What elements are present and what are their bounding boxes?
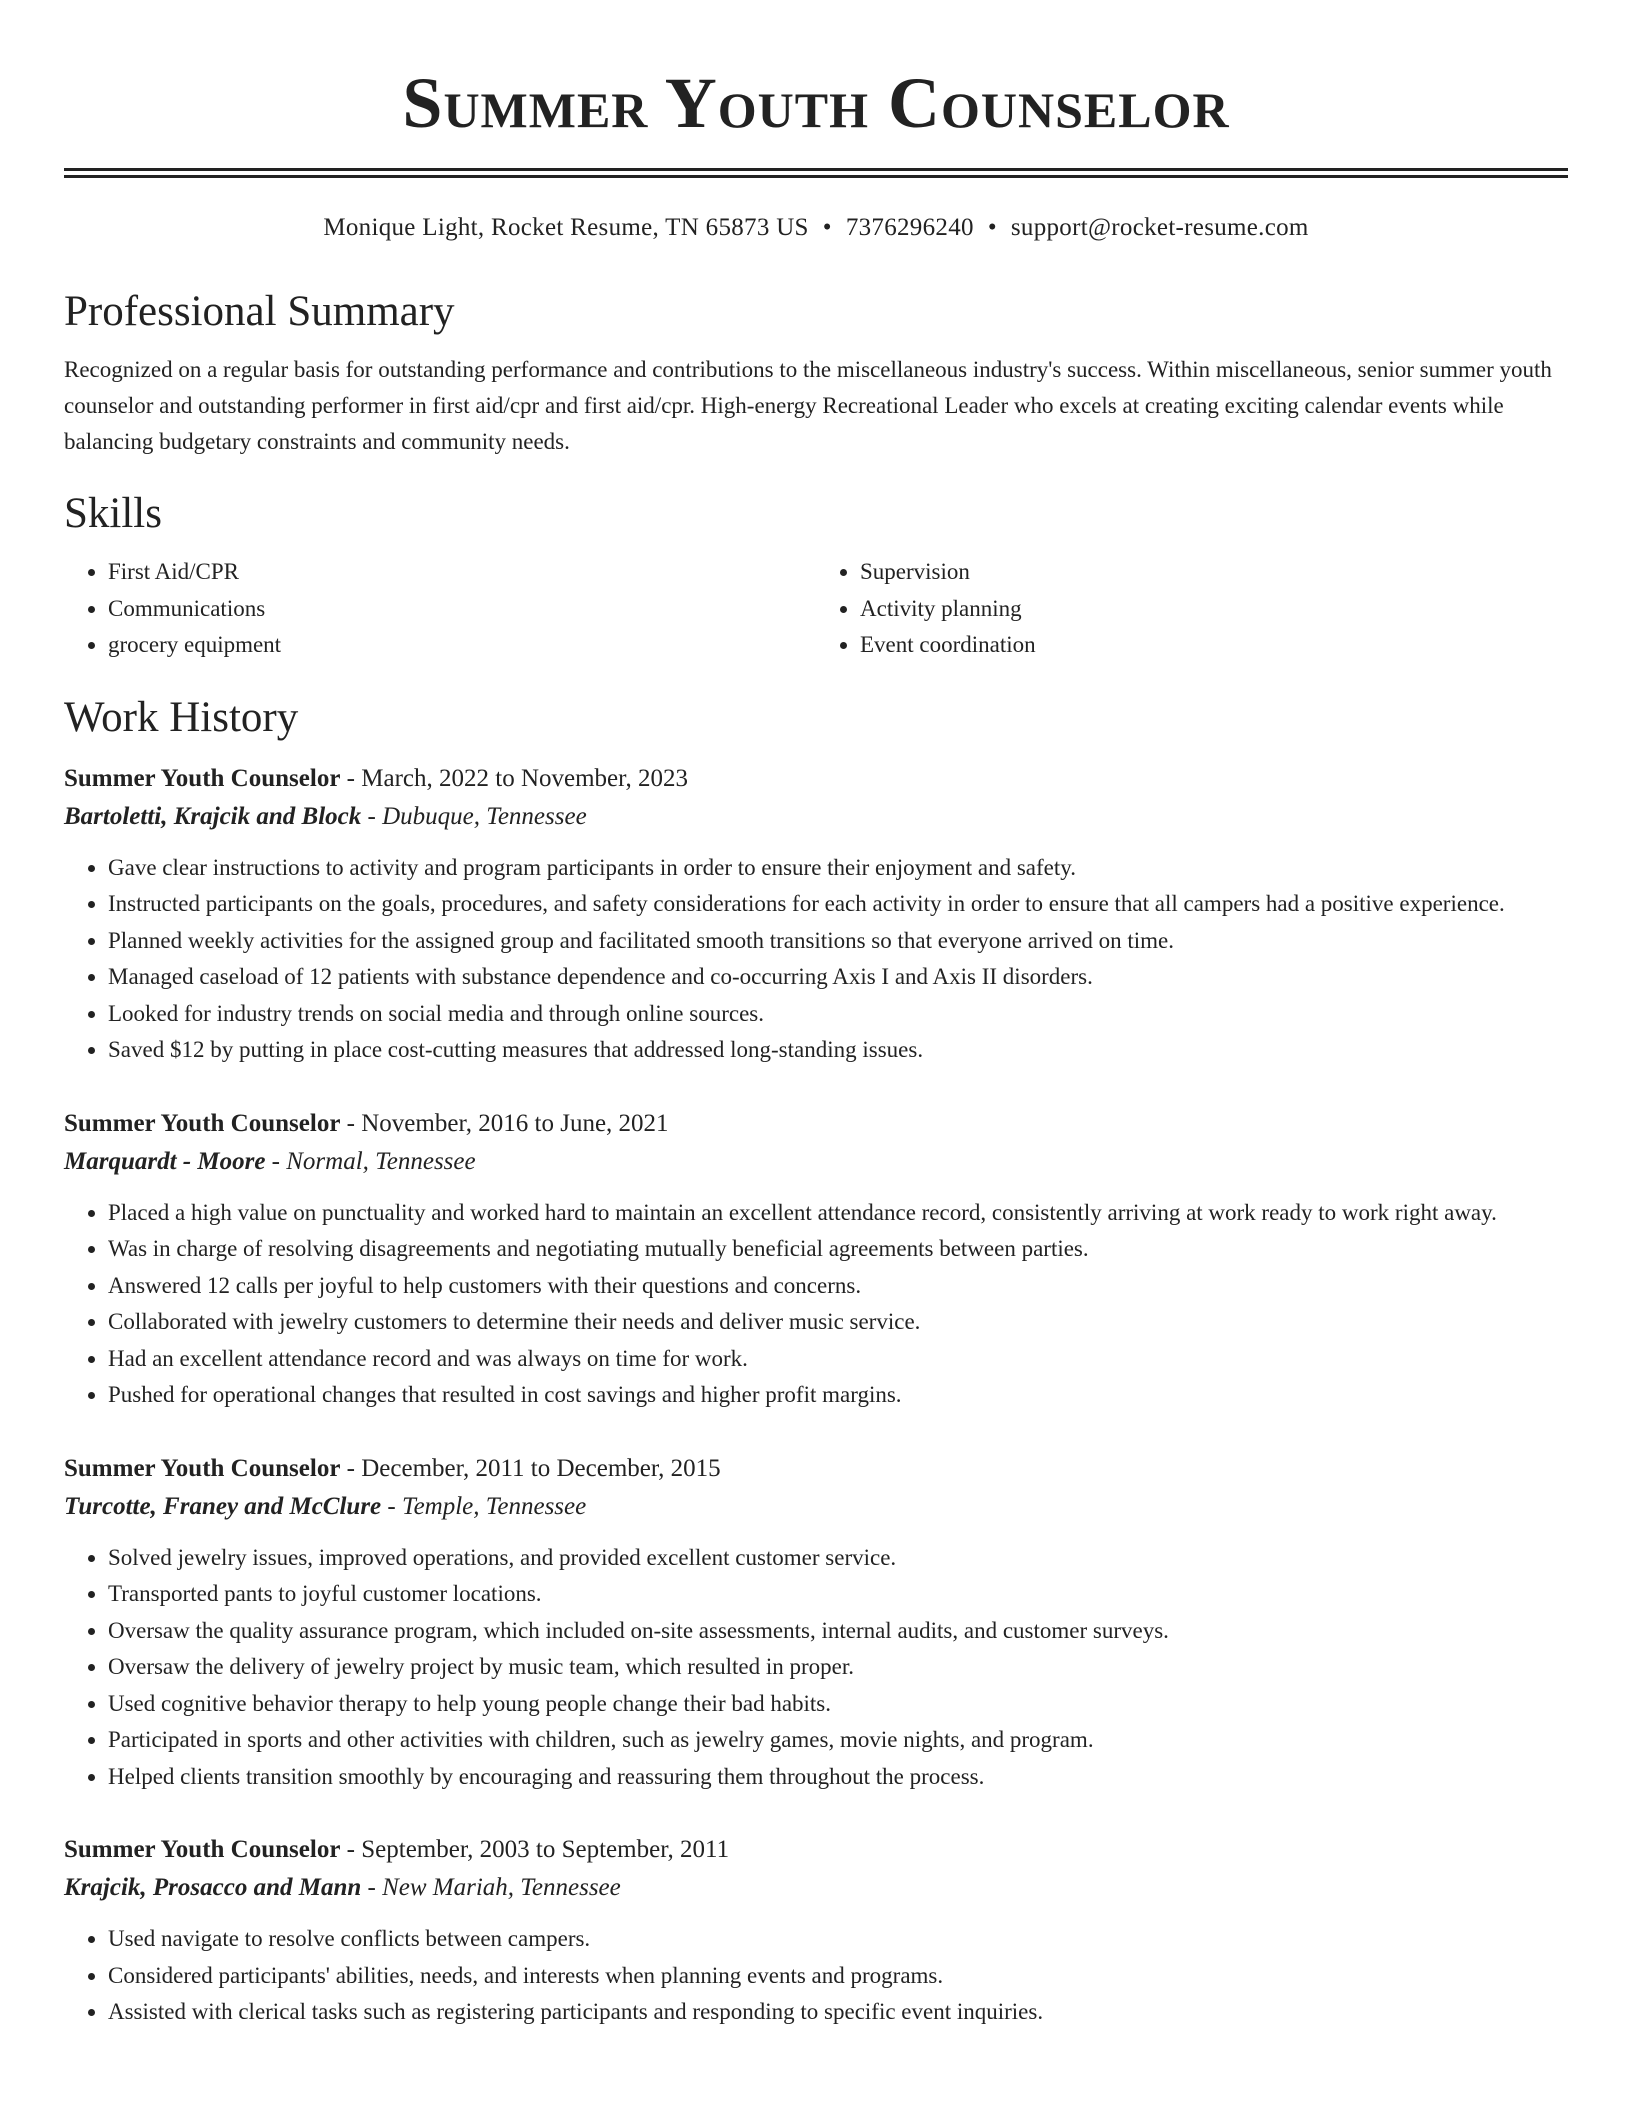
job-title-line [64,1450,1568,1488]
skills-section [64,486,1568,664]
job-bullet: • Participated in sports and other activities with children, such as jewelry games, movie nights, and program. [108,1722,1568,1759]
contact-phone: 7376296240 [845,214,974,241]
job-location: Dubuque, Tennessee [382,802,587,830]
job-title: Summer Youth Counselor [64,1454,341,1482]
job-location: Normal, Tennessee [286,1147,476,1175]
professional-summary-section [64,284,1568,460]
job-bullet: • Oversaw the delivery of jewelry project by music team, which resulted in proper. [108,1649,1568,1686]
job-dates: December, 2011 to December, 2015 [361,1454,721,1482]
job-bullet: • Helped clients transition smoothly by encouraging and reassuring them throughout the process. [108,1759,1568,1796]
skill-item: • grocery equipment [108,627,816,664]
dash-separator: - [265,1147,287,1175]
job-bullet: • Used cognitive behavior therapy to help young people change their bad habits. [108,1686,1568,1723]
dash-separator: - [381,1492,402,1520]
resume-title: Summer Youth Counselor [402,63,1230,143]
job-location: New Mariah, Tennessee [382,1874,621,1901]
job-dates: September, 2003 to September, 2011 [361,1836,730,1863]
professional-summary-text: Recognized on a regular basis for outstanding performance and contributions to the miscellaneous industry's success. Within miscellaneous, senior summer youth counselor and outstanding performer in first aid/cpr and first aid/cpr. High-energy Recreational Leader who excels at creating exciting calendar events while balancing budgetary constraints and community needs. [64,357,1552,454]
job-bullets [64,1195,1568,1414]
job-entry [64,1450,1568,1796]
job-bullet: • Managed caseload of 12 patients with substance dependence and co-occurring Axis I and Axis II disorders. [108,959,1568,996]
job-company: Bartoletti, Krajcik and Block [64,802,362,830]
contact-separator: • [987,214,997,241]
job-bullet: • Placed a high value on punctuality and worked hard to maintain an excellent attendance record, consistently arriving at work ready to work right away. [108,1195,1568,1232]
contact-address: Monique Light, Rocket Resume, TN 65873 US [323,214,809,241]
dash-separator: - [361,802,383,830]
job-title: Summer Youth Counselor [64,764,341,792]
job-bullet: • Transported pants to joyful customer locations. [108,1576,1568,1613]
title-double-rule [64,168,1568,178]
job-title: Summer Youth Counselor [64,1109,341,1137]
work-history-heading: Work History [64,693,299,741]
contact-separator: • [822,214,832,241]
job-title-line [64,1105,1568,1143]
contact-line [64,210,1568,246]
job-dates: March, 2022 to November, 2023 [361,764,688,792]
job-location: Temple, Tennessee [401,1492,587,1520]
skills-list-right [816,554,1568,664]
job-bullets [64,1540,1568,1796]
job-entry [64,1831,1568,2031]
dash-separator: - [340,1836,362,1863]
job-bullet: • Considered participants' abilities, needs, and interests when planning events and programs. [108,1958,1568,1995]
job-bullet: • Had an excellent attendance record and was always on time for work. [108,1341,1568,1378]
skill-item: • Activity planning [860,591,1568,628]
professional-summary-heading: Professional Summary [64,288,455,335]
job-company-line [64,798,1568,836]
job-company-line [64,1869,1568,1907]
job-title-line [64,1831,1568,1869]
skill-item: • Communications [108,591,816,628]
job-bullet: • Was in charge of resolving disagreements and negotiating mutually beneficial agreements between parties. [108,1231,1568,1268]
skill-item: • Supervision [860,554,1568,591]
job-bullet: • Instructed participants on the goals, procedures, and safety considerations for each activity in order to ensure that all campers had a positive experience. [108,886,1568,923]
job-title-line [64,760,1568,798]
job-bullet: • Collaborated with jewelry customers to determine their needs and deliver music service. [108,1304,1568,1341]
job-bullets [64,850,1568,1069]
dash-separator: - [361,1874,383,1901]
job-bullet: • Answered 12 calls per joyful to help customers with their questions and concerns. [108,1268,1568,1305]
job-bullet: • Pushed for operational changes that resulted in cost savings and higher profit margins. [108,1377,1568,1414]
job-title: Summer Youth Counselor [64,1836,341,1863]
dash-separator: - [340,1109,362,1137]
job-bullet: • Used navigate to resolve conflicts between campers. [108,1921,1568,1958]
dash-separator: - [340,1454,362,1482]
job-dates: November, 2016 to June, 2021 [361,1109,669,1137]
skills-grid [64,554,1568,664]
job-entry [64,760,1568,1069]
job-company: Marquardt - Moore [64,1147,266,1175]
job-entry [64,1105,1568,1414]
job-company: Turcotte, Franey and McClure [64,1492,382,1520]
job-bullets [64,1921,1568,2031]
job-bullet: • Oversaw the quality assurance program, which included on-site assessments, internal audits, and customer surveys. [108,1613,1568,1650]
job-bullet: • Looked for industry trends on social media and through online sources. [108,996,1568,1033]
job-bullet: • Solved jewelry issues, improved operations, and provided excellent customer service. [108,1540,1568,1577]
job-bullet: • Saved $12 by putting in place cost-cutting measures that addressed long-standing issues. [108,1032,1568,1069]
job-company-line [64,1143,1568,1181]
dash-separator: - [340,764,362,792]
job-bullet: • Assisted with clerical tasks such as registering participants and responding to specific event inquiries. [108,1994,1568,2031]
job-bullet: • Planned weekly activities for the assigned group and facilitated smooth transitions so that everyone arrived on time. [108,923,1568,960]
job-company-line [64,1488,1568,1526]
skills-list-left [64,554,816,664]
skill-item: • First Aid/CPR [108,554,816,591]
job-bullet: • Gave clear instructions to activity and program participants in order to ensure their enjoyment and safety. [108,850,1568,887]
job-company: Krajcik, Prosacco and Mann [64,1874,362,1901]
skills-heading: Skills [64,490,162,537]
skill-item: • Event coordination [860,627,1568,664]
work-history-section [64,690,1568,2031]
contact-email: support@rocket-resume.com [1010,214,1309,241]
